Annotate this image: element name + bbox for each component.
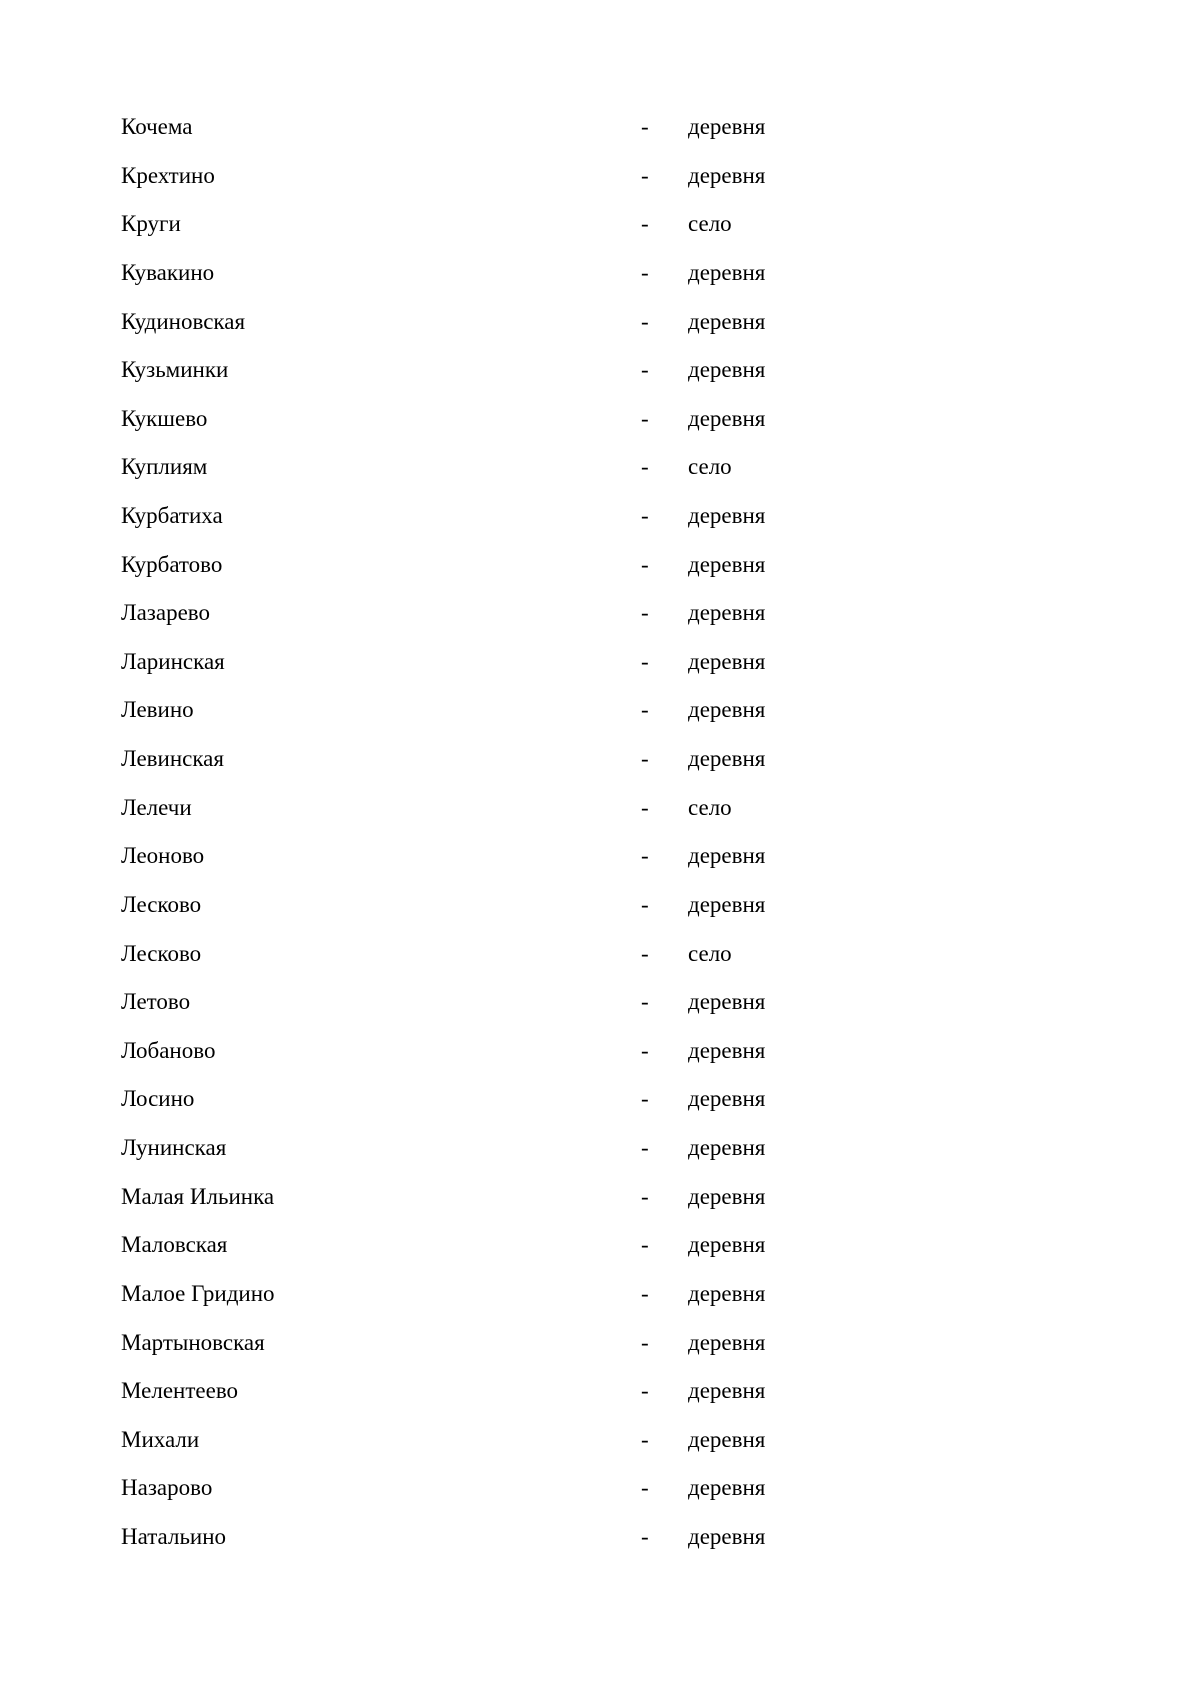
settlement-name: Лобаново [121, 1037, 216, 1063]
separator-dash: - [641, 1037, 649, 1063]
separator-dash: - [641, 1329, 649, 1355]
list-item [0, 399, 1200, 439]
settlement-name: Курбатово [121, 551, 223, 577]
separator-dash: - [641, 648, 649, 674]
settlement-type: деревня [688, 551, 766, 577]
list-item [0, 1031, 1200, 1071]
settlement-type: деревня [688, 1524, 766, 1549]
list-item [0, 836, 1200, 876]
settlement-name: Круги [121, 211, 181, 237]
settlement-name: Мелентеево [121, 1378, 239, 1404]
settlement-name: Левинская [121, 746, 224, 772]
list-item [0, 545, 1200, 585]
settlement-type: деревня [688, 308, 766, 334]
separator-dash: - [641, 308, 649, 334]
list-item [0, 447, 1200, 487]
separator-dash: - [641, 1475, 649, 1501]
list-item [0, 1274, 1200, 1314]
settlement-type: деревня [688, 1183, 766, 1209]
settlement-type: деревня [688, 1475, 766, 1501]
settlement-type: деревня [688, 1135, 766, 1160]
settlement-name: Куплиям [121, 454, 208, 480]
separator-dash: - [641, 1426, 649, 1452]
settlement-name: Лесково [121, 891, 202, 917]
settlement-name: Левино [121, 697, 194, 723]
settlement-name: Лазарево [121, 600, 211, 626]
settlement-type: деревня [688, 1280, 766, 1306]
settlement-name: Летово [121, 989, 191, 1015]
settlement-type: село [688, 454, 732, 480]
settlement-name: Лелечи [121, 794, 192, 820]
list-item [0, 350, 1200, 390]
list-item [0, 593, 1200, 633]
separator-dash: - [641, 794, 649, 820]
settlement-type: село [688, 940, 732, 966]
separator-dash: - [641, 989, 649, 1015]
list-item [0, 1323, 1200, 1363]
separator-dash: - [641, 697, 649, 723]
settlement-type: деревня [688, 114, 766, 139]
settlement-name: Кочема [121, 114, 193, 139]
separator-dash: - [641, 114, 649, 139]
settlement-name: Маловская [121, 1232, 228, 1258]
settlement-type: деревня [688, 162, 766, 188]
list-item [0, 107, 1200, 147]
settlement-type: деревня [688, 891, 766, 917]
settlement-name: Михали [121, 1426, 200, 1452]
settlement-name: Лесково [121, 940, 202, 966]
list-item [0, 302, 1200, 342]
settlement-type: деревня [688, 989, 766, 1015]
settlement-type: деревня [688, 259, 766, 285]
list-item [0, 788, 1200, 828]
settlement-name: Курбатиха [121, 503, 223, 528]
separator-dash: - [641, 1183, 649, 1209]
settlement-name: Лосино [121, 1086, 195, 1112]
settlement-type: деревня [688, 648, 766, 674]
list-item [0, 204, 1200, 244]
separator-dash: - [641, 259, 649, 285]
settlement-type: деревня [688, 1426, 766, 1452]
separator-dash: - [641, 891, 649, 917]
settlement-name: Малое Гридино [121, 1280, 275, 1306]
list-item [0, 1225, 1200, 1265]
settlement-name: Ларинская [121, 648, 225, 674]
settlement-type: деревня [688, 1086, 766, 1112]
settlement-name: Назарово [121, 1475, 213, 1501]
settlement-type: деревня [688, 600, 766, 626]
settlement-type: село [688, 211, 732, 237]
settlement-name: Леоново [121, 843, 205, 869]
settlement-type: деревня [688, 503, 766, 528]
settlement-name: Натальино [121, 1524, 227, 1549]
settlement-name: Кувакино [121, 259, 215, 285]
list-item [0, 1468, 1200, 1508]
list-item [0, 1517, 1200, 1557]
list-item [0, 934, 1200, 974]
list-item [0, 1177, 1200, 1217]
list-item [0, 1420, 1200, 1460]
settlement-type: деревня [688, 697, 766, 723]
settlement-name: Кукшево [121, 405, 208, 431]
list-item [0, 1371, 1200, 1411]
settlement-type: деревня [688, 1329, 766, 1355]
separator-dash: - [641, 940, 649, 966]
list-item [0, 156, 1200, 196]
separator-dash: - [641, 746, 649, 772]
settlement-type: деревня [688, 405, 766, 431]
separator-dash: - [641, 1378, 649, 1404]
settlement-type: деревня [688, 746, 766, 772]
list-item [0, 253, 1200, 293]
list-item [0, 982, 1200, 1022]
list-item [0, 642, 1200, 682]
separator-dash: - [641, 503, 649, 528]
settlement-type: деревня [688, 843, 766, 869]
settlement-name: Лунинская [121, 1135, 227, 1160]
settlement-name: Малая Ильинка [121, 1183, 275, 1209]
separator-dash: - [641, 551, 649, 577]
separator-dash: - [641, 162, 649, 188]
separator-dash: - [641, 843, 649, 869]
separator-dash: - [641, 211, 649, 237]
separator-dash: - [641, 1232, 649, 1258]
separator-dash: - [641, 357, 649, 383]
list-item [0, 1079, 1200, 1119]
settlement-name: Кузьминки [121, 357, 229, 383]
list-item [0, 1128, 1200, 1168]
settlement-type: деревня [688, 1037, 766, 1063]
list-item [0, 739, 1200, 779]
separator-dash: - [641, 1086, 649, 1112]
list-item [0, 885, 1200, 925]
separator-dash: - [641, 454, 649, 480]
separator-dash: - [641, 600, 649, 626]
list-item [0, 690, 1200, 730]
separator-dash: - [641, 1135, 649, 1160]
settlement-type: село [688, 794, 732, 820]
separator-dash: - [641, 405, 649, 431]
settlement-type: деревня [688, 1232, 766, 1258]
list-item [0, 496, 1200, 536]
settlement-name: Мартыновская [121, 1329, 265, 1355]
settlement-type: деревня [688, 357, 766, 383]
settlement-name: Кудиновская [121, 308, 246, 334]
separator-dash: - [641, 1524, 649, 1549]
settlement-type: деревня [688, 1378, 766, 1404]
settlement-name: Крехтино [121, 162, 215, 188]
separator-dash: - [641, 1280, 649, 1306]
